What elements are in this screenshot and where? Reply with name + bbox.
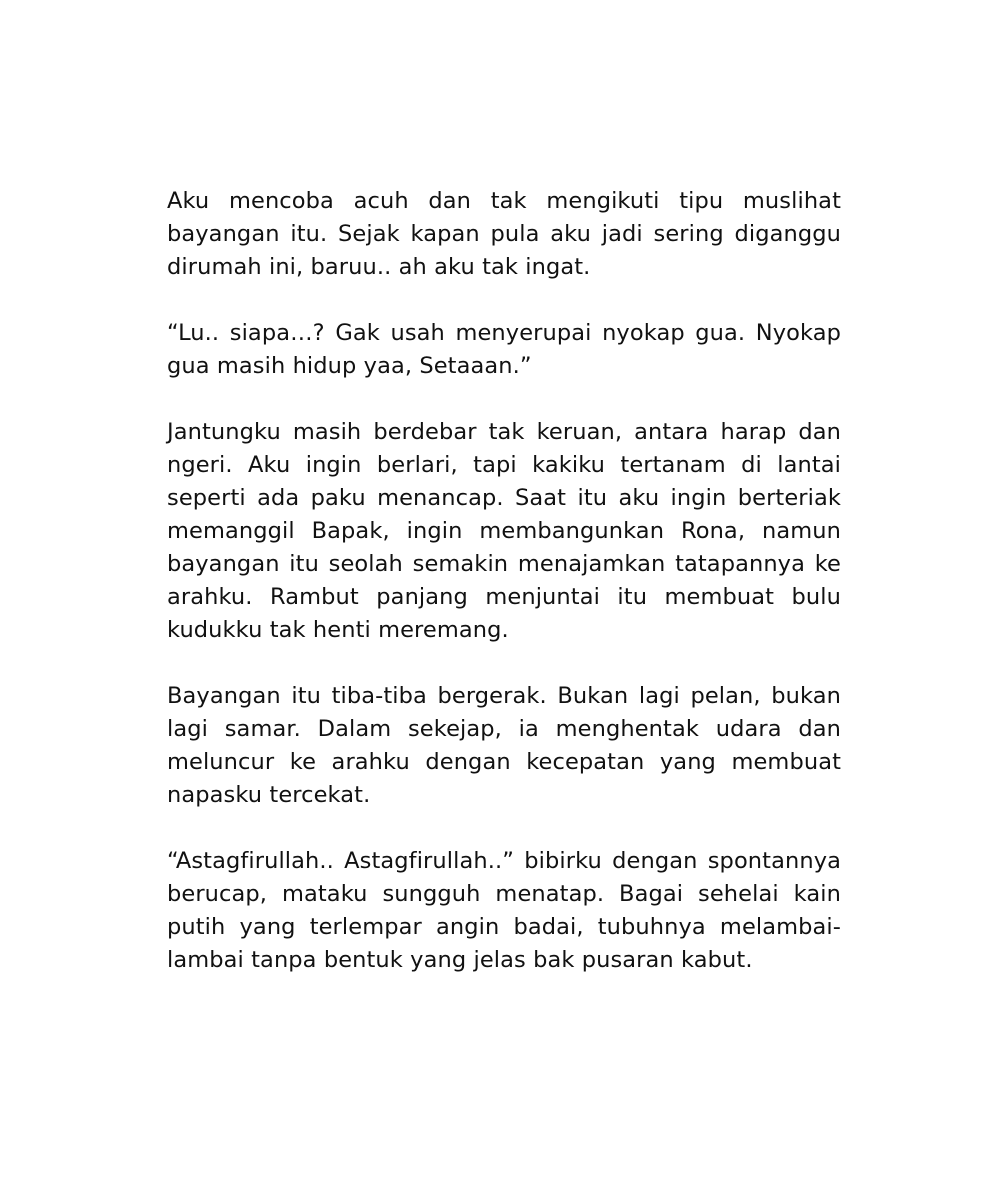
paragraph-1: Aku mencoba acuh dan tak mengikuti tipu muslihat bayangan itu. Sejak kapan pula aku jadi sering diganggu dirumah ini, baruu.. ah aku tak ingat. [167,188,841,280]
paragraph-2: “Lu.. siapa…? Gak usah menyerupai nyokap gua. Nyokap gua masih hidup yaa, Setaaan.” [167,320,841,379]
paragraph-5: “Astagfirullah.. Astagfirullah..” bibirku dengan spontannya berucap, mataku sungguh menatap. Bagai sehelai kain putih yang terlempar angin badai, tubuhnya melambai-lambai tanpa bentuk yang jelas bak pusaran kabut. [167,848,841,973]
document-page [167,185,841,977]
paragraph-4: Bayangan itu tiba-tiba bergerak. Bukan lagi pelan, bukan lagi samar. Dalam sekejap, ia menghentak udara dan meluncur ke arahku dengan kecepatan yang membuat napasku tercekat. [167,683,841,808]
paragraph-3: Jantungku masih berdebar tak keruan, antara harap dan ngeri. Aku ingin berlari, tapi kakiku tertanam di lantai seperti ada paku menancap. Saat itu aku ingin berteriak memanggil Bapak, ingin membangunkan Rona, namun bayangan itu seolah semakin menajamkan tatapannya ke arahku. Rambut panjang menjuntai itu membuat bulu kudukku tak henti meremang. [167,419,841,643]
